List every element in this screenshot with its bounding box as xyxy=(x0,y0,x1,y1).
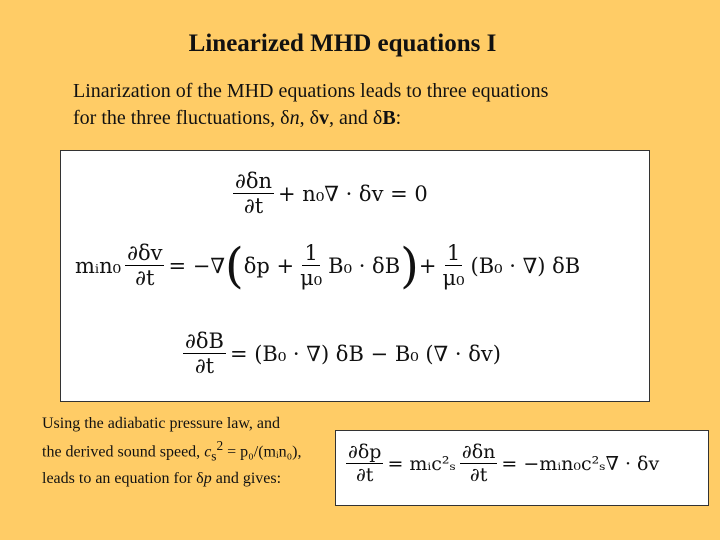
pressure-equation-box xyxy=(335,430,709,506)
t: Using the adiabatic pressure law, and the derived sound speed, xyxy=(42,415,280,461)
continuity-equation xyxy=(229,169,428,218)
numerator: 1 xyxy=(446,241,461,265)
t: p xyxy=(203,469,212,487)
denominator: ∂t xyxy=(135,266,155,290)
t: , and δ xyxy=(329,107,383,129)
eq-term: B₀ · δB xyxy=(328,253,401,278)
denominator: ∂t xyxy=(243,194,264,218)
slide-title: Linearized MHD equations I xyxy=(188,30,497,57)
eq-term: δp + xyxy=(243,253,295,278)
eq-rest: + n₀∇ · δv = 0 xyxy=(278,181,428,206)
t: , δ xyxy=(299,107,320,129)
denominator: μ₀ xyxy=(300,266,323,290)
numerator: ∂δv xyxy=(127,241,163,265)
intro-line-2 xyxy=(73,105,673,132)
equations-box xyxy=(60,150,650,402)
eq-rest: = −mᵢn₀c²ₛ∇ · δv xyxy=(501,452,660,475)
t: and gives: xyxy=(211,469,282,487)
denominator: μ₀ xyxy=(442,266,465,290)
var-B: B xyxy=(382,107,396,129)
fraction xyxy=(460,441,498,486)
note-text xyxy=(42,413,302,490)
right-paren: ) xyxy=(400,237,419,294)
eq-lhs: mᵢn₀ xyxy=(75,253,122,278)
pressure-equation xyxy=(342,441,659,486)
fraction xyxy=(233,169,274,218)
fraction xyxy=(440,241,466,290)
left-paren: ( xyxy=(225,237,244,294)
denominator: ∂t xyxy=(355,464,374,486)
t: = p₀/(mᵢn₀), leads to an equation for δ xyxy=(42,443,302,487)
t: s xyxy=(211,448,217,464)
eq-rest: = (B₀ · ∇) δB − B₀ (∇ · δv) xyxy=(229,341,501,366)
induction-equation xyxy=(179,329,501,378)
eq-mid: = −∇ xyxy=(168,253,225,278)
denominator: ∂t xyxy=(194,354,215,378)
t: : xyxy=(395,107,402,129)
fraction xyxy=(298,241,324,290)
denominator: ∂t xyxy=(469,464,488,486)
fraction xyxy=(125,241,164,290)
momentum-equation xyxy=(75,237,581,294)
t: c xyxy=(204,443,212,461)
fraction xyxy=(346,441,383,486)
intro-text xyxy=(73,78,673,132)
t: for the three fluctuations, δ xyxy=(73,107,290,129)
numerator: 1 xyxy=(304,241,318,265)
fraction xyxy=(183,329,226,378)
eq-mid: = mᵢc²ₛ xyxy=(387,452,456,475)
numerator: ∂δp xyxy=(348,441,382,463)
eq-term: (B₀ · ∇) δB xyxy=(470,253,581,278)
numerator: ∂δB xyxy=(185,329,224,353)
intro-line-1: Linarization of the MHD equations leads to three equations xyxy=(73,80,549,102)
t: 2 xyxy=(216,438,224,453)
plus: + xyxy=(418,253,437,278)
numerator: ∂δn xyxy=(235,169,273,193)
var-v: v xyxy=(319,107,330,129)
var-n: n xyxy=(289,107,300,129)
numerator: ∂δn xyxy=(461,441,496,463)
